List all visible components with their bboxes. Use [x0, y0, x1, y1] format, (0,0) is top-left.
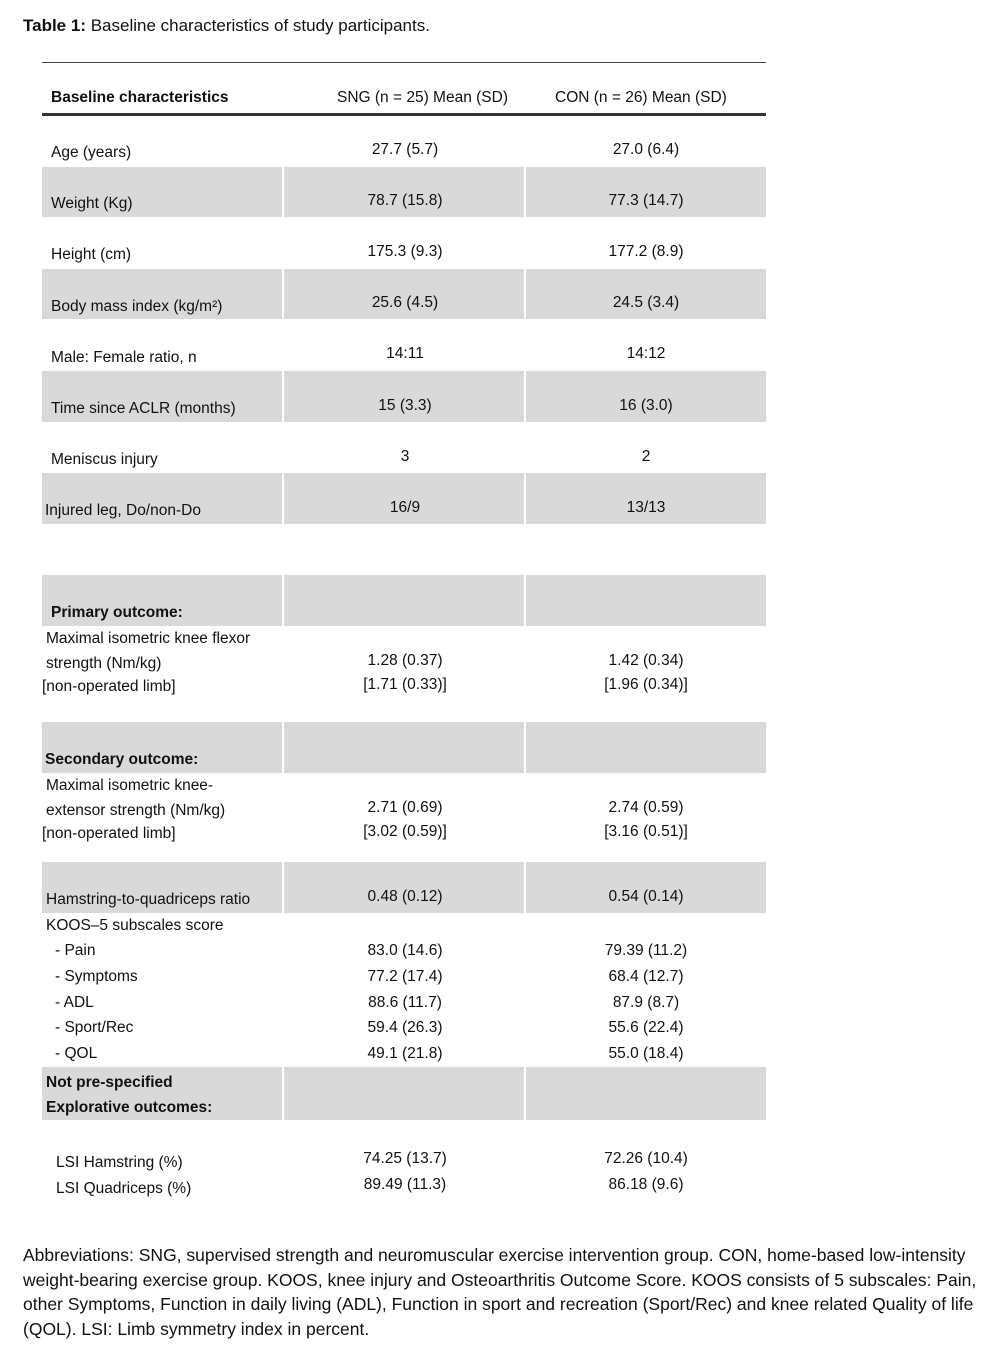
koos-sng-value: 49.1 (21.8) [367, 1045, 443, 1062]
koos-con-value: 68.4 (12.7) [608, 968, 684, 985]
row-label: Male: Female ratio, n [51, 349, 197, 366]
row-sng-value: 14:11 [386, 345, 424, 362]
koos-sng-value: 88.6 (11.7) [368, 994, 442, 1011]
secondary-label-line: extensor strength (Nm/kg) [46, 802, 226, 819]
row-label: Age (years) [51, 144, 132, 161]
koos-con-value: 79.39 (11.2) [604, 942, 688, 959]
koos-subscale-label: - ADL [55, 994, 94, 1011]
caption-text: Baseline characteristics of study participants. [90, 16, 430, 35]
row-sng-value: 16/9 [389, 499, 421, 516]
lsi-sng-value: 89.49 (11.3) [363, 1176, 447, 1193]
caption-label: Table 1: [23, 16, 86, 35]
header-con: CON (n = 26) Mean (SD) [555, 89, 727, 106]
table-header-rule [42, 113, 766, 116]
koos-con-value: 55.0 (18.4) [608, 1045, 684, 1062]
row-label: Body mass index (kg/m²) [51, 298, 223, 315]
koos-con-value: 87.9 (8.7) [612, 994, 680, 1011]
table-top-rule [42, 62, 766, 63]
primary-con-value: 1.42 (0.34) [1.96 (0.34)] [604, 652, 688, 693]
lsi-con-value: 86.18 (9.6) [608, 1176, 684, 1193]
lsi-label: LSI Quadriceps (%) [56, 1180, 192, 1197]
secondary-label-line: Maximal isometric knee- [46, 777, 214, 794]
koos-subscale-label: - Sport/Rec [55, 1019, 134, 1036]
primary-outcome-heading: Primary outcome: [51, 604, 183, 621]
row-con-value: 13/13 [626, 499, 666, 516]
row-con-value: 16 (3.0) [619, 397, 673, 414]
row-sng-value: 27.7 (5.7) [371, 141, 439, 158]
row-con-value: 77.3 (14.7) [608, 192, 684, 209]
koos-subscale-label: - Symptoms [55, 968, 138, 985]
secondary-label-line: [non-operated limb] [42, 825, 176, 842]
row-con-value: 14:12 [626, 345, 666, 362]
row-sng-value: 15 (3.3) [378, 397, 432, 414]
explorative-heading-line: Explorative outcomes: [46, 1099, 213, 1116]
row-con-value: 2 [641, 448, 651, 465]
row-con-value: 24.5 (3.4) [612, 294, 680, 311]
row-con-value: 177.2 (8.9) [608, 243, 684, 260]
header-baseline: Baseline characteristics [51, 89, 229, 106]
row-sng-value: 25.6 (4.5) [371, 294, 439, 311]
hq-ratio-label: Hamstring-to-quadriceps ratio [46, 891, 251, 908]
row-label: Injured leg, Do/non-Do [45, 502, 201, 519]
koos-con-value: 55.6 (22.4) [608, 1019, 684, 1036]
primary-label-line: [non-operated limb] [42, 678, 176, 695]
koos-subscale-label: - QOL [55, 1045, 98, 1062]
secondary-con-value: 2.74 (0.59) [3.16 (0.51)] [604, 799, 688, 840]
abbreviations-footnote: Abbreviations: SNG, supervised strength and neuromuscular exercise intervention group. CON, home-based low-intensity weight-bearing exercise group. KOOS, knee injury and Osteoarthritis Outcome Score. KOOS consists of 5 subscales: Pain, other Symptoms, Function in daily living (ADL), Function in sport and recreation (Sport/Rec) and knee related Quality of life (QOL). LSI: Limb symmetry index in percent. [23, 1245, 977, 1339]
row-sng-value: 3 [400, 448, 410, 465]
row-label: Weight (Kg) [51, 195, 133, 212]
row-sng-value: 175.3 (9.3) [367, 243, 443, 260]
secondary-outcome-heading: Secondary outcome: [45, 751, 199, 768]
row-sng-value: 78.7 (15.8) [367, 192, 443, 209]
primary-label-line: Maximal isometric knee flexor [46, 630, 251, 647]
koos-sng-value: 83.0 (14.6) [367, 942, 443, 959]
row-label: Height (cm) [51, 246, 132, 263]
explorative-heading-line: Not pre-specified [46, 1074, 173, 1091]
secondary-sng-value: 2.71 (0.69) [3.02 (0.59)] [363, 799, 447, 840]
row-label: Meniscus injury [51, 451, 158, 468]
row-con-value: 27.0 (6.4) [612, 141, 680, 158]
lsi-sng-value: 74.25 (13.7) [363, 1150, 447, 1167]
koos-sng-value: 77.2 (17.4) [367, 968, 443, 985]
lsi-con-value: 72.26 (10.4) [604, 1150, 688, 1167]
primary-label-line: strength (Nm/kg) [46, 655, 162, 672]
koos-subscale-label: - Pain [55, 942, 96, 959]
lsi-label: LSI Hamstring (%) [56, 1154, 183, 1171]
hq-ratio-sng: 0.48 (0.12) [367, 888, 443, 905]
header-sng: SNG (n = 25) Mean (SD) [337, 89, 508, 106]
primary-sng-value: 1.28 (0.37) [1.71 (0.33)] [363, 652, 447, 693]
table-caption [23, 15, 430, 37]
koos-sng-value: 59.4 (26.3) [367, 1019, 443, 1036]
hq-ratio-con: 0.54 (0.14) [608, 888, 684, 905]
row-label: Time since ACLR (months) [51, 400, 236, 417]
koos-label: KOOS–5 subscales score [46, 917, 224, 934]
